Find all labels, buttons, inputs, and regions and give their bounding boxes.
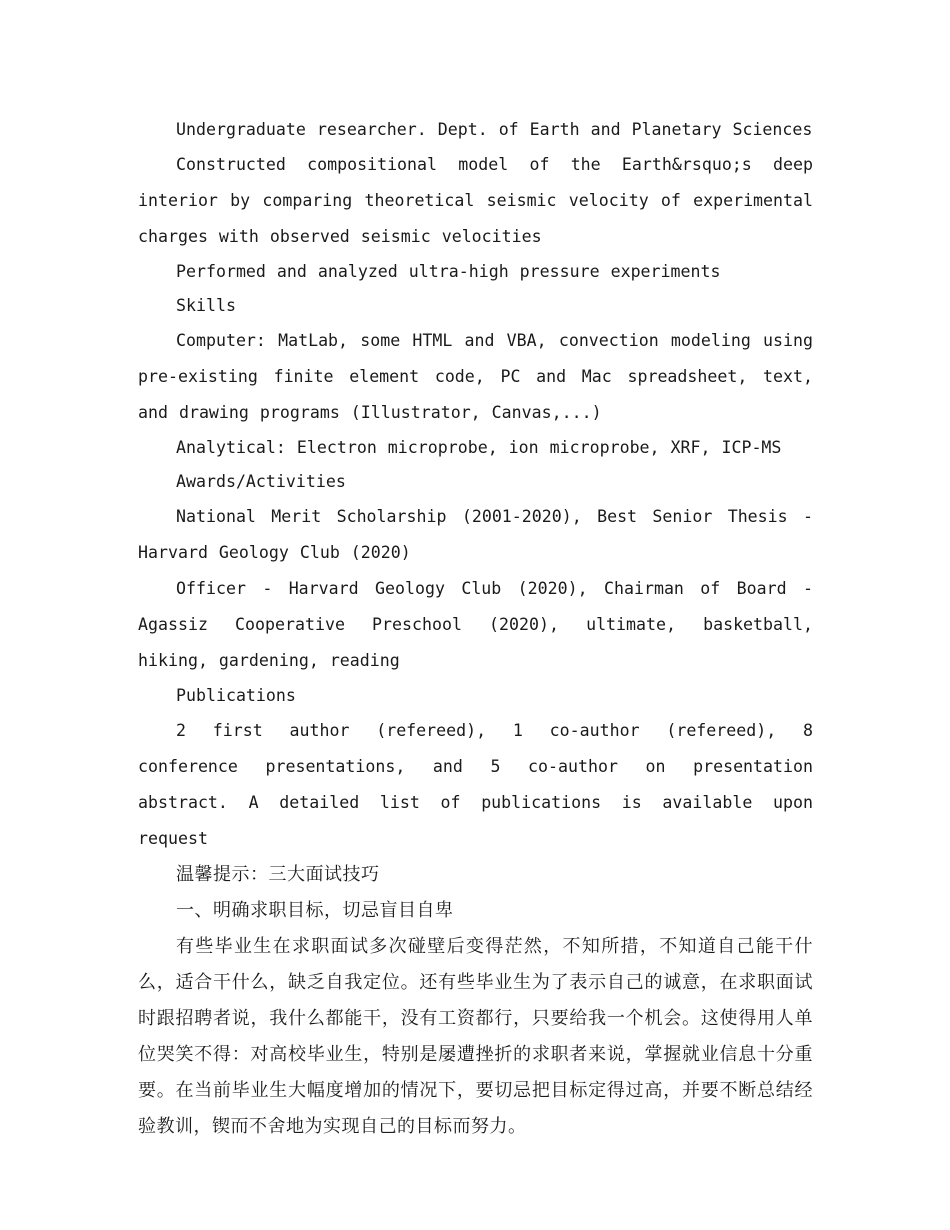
paragraph-experiments: Performed and analyzed ultra-high pressure experiments (176, 262, 721, 281)
heading-skills: Skills (176, 296, 236, 315)
heading-tips: 温馨提示：三大面试技巧 (176, 864, 380, 885)
document-body (138, 113, 813, 1145)
paragraph-publications: 2 first author (refereed), 1 co-author (refereed), 8 conference presentations, and 5 co-author on presentation abstract. A detailed list of publications is available upon request (138, 721, 813, 848)
paragraph-compositional-model: Constructed compositional model of the Earth&rsquo;s deep interior by comparing theoretical seismic velocity of experimental charges with observed seismic velocities (138, 155, 813, 246)
paragraph-activities: Officer - Harvard Geology Club (2020), Chairman of Board - Agassiz Cooperative Preschool (2020), ultimate, basketball, hiking, gardening, reading (138, 579, 813, 670)
heading-tip-one: 一、明确求职目标，切忌盲目自卑 (176, 900, 454, 921)
paragraph-tip-one-body: 有些毕业生在求职面试多次碰壁后变得茫然，不知所措，不知道自己能干什么，适合干什么，缺乏自我定位。还有些毕业生为了表示自己的诚意，在求职面试时跟招聘者说，我什么都能干，没有工资都行，只要给我一个机会。这使得用人单位哭笑不得：对高校毕业生，特别是屡遭挫折的求职者来说，掌握就业信息十分重要。在当前毕业生大幅度增加的情况下，要切忌把目标定得过高，并要不断总结经验教训，锲而不舍地为实现自己的目标而努力。 (138, 936, 813, 1137)
paragraph-awards: National Merit Scholarship (2001-2020), Best Senior Thesis - Harvard Geology Club (2020) (138, 507, 813, 562)
paragraph-researcher-title: Undergraduate researcher. Dept. of Earth and Planetary Sciences (176, 120, 813, 139)
heading-awards-activities: Awards/Activities (176, 472, 346, 491)
paragraph-analytical-skills: Analytical: Electron microprobe, ion microprobe, XRF, ICP-MS (176, 438, 782, 457)
paragraph-computer-skills: Computer: MatLab, some HTML and VBA, convection modeling using pre-existing finite element code, PC and Mac spreadsheet, text, and drawing programs (Illustrator, Canvas,...) (138, 331, 813, 422)
heading-publications: Publications (176, 686, 296, 705)
